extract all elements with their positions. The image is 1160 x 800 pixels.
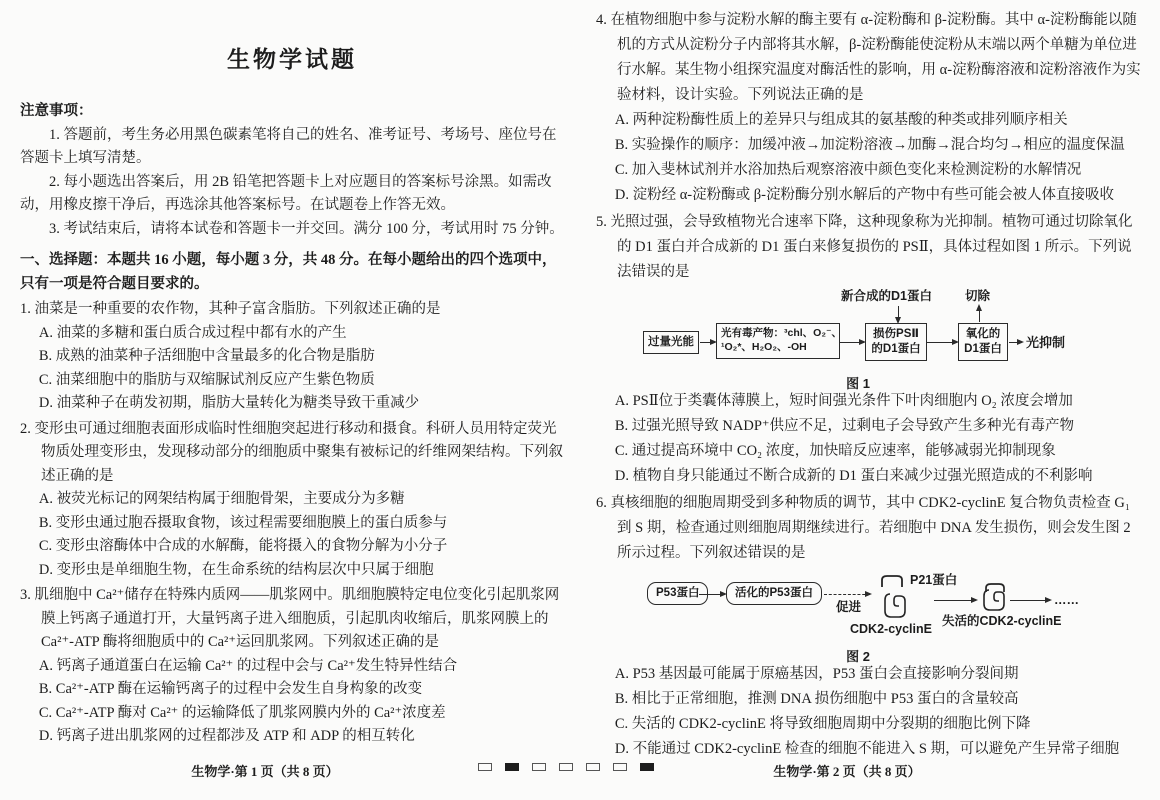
notice-item: 3. 考试结束后，请将本试卷和答题卡一并交回。满分 100 分，考试用时 75 分钟。 bbox=[49, 220, 564, 237]
registration-mark bbox=[505, 763, 519, 771]
question-2 bbox=[20, 418, 564, 583]
question-stem: 5. 光照过强，会导致植物光合速率下降，这种现象称为光抑制。植物可通过切除氧化的 D1 蛋白并合成新的 D1 蛋白来修复损伤的 PSⅡ，具体过程如图 1 所示。下列说法错误的是 bbox=[596, 214, 1133, 280]
damaged-ps2-line1: 损伤PSⅡ bbox=[873, 328, 919, 340]
excise-label: 切除 bbox=[965, 289, 991, 303]
promote-label: 促进 bbox=[836, 600, 862, 614]
option-c: C. 通过提高环境中 CO₂ 浓度，加快暗反应速率，能够减弱光抑制现象 bbox=[614, 443, 1056, 459]
registration-mark bbox=[586, 763, 600, 771]
arrow-up-icon bbox=[979, 306, 980, 322]
option-d: D. 钙离子进出肌浆网的过程都涉及 ATP 和 ADP 的相互转化 bbox=[38, 728, 415, 744]
arrow-right-icon bbox=[1009, 342, 1022, 343]
question-3 bbox=[20, 584, 564, 749]
option-a: A. 油菜的多糖和蛋白质合成过程中都有水的产生 bbox=[38, 324, 347, 341]
option-d: D. 淀粉经 α-淀粉酶或 β-淀粉酶分别水解后的产物中有些可能会被人体直接吸收 bbox=[614, 187, 1114, 203]
registration-marks bbox=[478, 763, 654, 771]
option-a: A. P53 基因最可能属于原癌基因，P53 蛋白会直接影响分裂间期 bbox=[614, 666, 1019, 682]
question-5 bbox=[596, 210, 1146, 489]
option-b: B. 相比于正常细胞，推测 DNA 损伤细胞中 P53 蛋白的含量较高 bbox=[614, 691, 1019, 707]
question-stem: 6. 真核细胞的细胞周期受到多种物质的调节，其中 CDK2-cyclinE 复合物负责检查 G₁ 到 S 期，检查通过则细胞周期继续进行。若细胞中 DNA 发生损伤，则会发生图 2 所示过程。下列叙述错误的是 bbox=[596, 495, 1131, 561]
registration-mark bbox=[613, 763, 627, 771]
arrow-right-icon bbox=[927, 342, 957, 343]
registration-mark bbox=[640, 763, 654, 771]
figure-1 bbox=[598, 289, 1128, 391]
question-1 bbox=[20, 298, 564, 416]
question-stem: 4. 在植物细胞中参与淀粉水解的酶主要有 α-淀粉酶和 β-淀粉酶。其中 α-淀粉酶能以随机的方式从淀粉分子内部将其水解，β-淀粉酶能使淀粉从末端以两个单糖为单位进行水解。某生物小组探究温度对酶活性的影响，用 α-淀粉酶溶液和淀粉溶液作为实验材料，设计实验。下列说法正确的是 bbox=[596, 12, 1141, 103]
option-d: D. 不能通过 CDK2-cyclinE 检查的细胞不能进入 S 期，可以避免产生异常子细胞 bbox=[614, 741, 1120, 757]
damaged-ps2-box bbox=[865, 323, 927, 361]
arrow-right-icon bbox=[700, 342, 715, 343]
page-title: 生物学试题 bbox=[227, 47, 357, 72]
figure-1-caption: 图 1 bbox=[846, 376, 870, 391]
activated-p53-box: 活化的P53蛋白 bbox=[726, 582, 822, 605]
option-a: A. 两种淀粉酶性质上的差异只与组成其的氨基酸的种类或排列顺序相关 bbox=[614, 112, 1068, 128]
arrow-right-icon bbox=[1010, 600, 1050, 601]
dashed-arrow-right-icon bbox=[824, 594, 870, 595]
option-c: C. 油菜细胞中的脂肪与双缩脲试剂反应产生紫色物质 bbox=[38, 371, 375, 388]
option-a: A. PSⅡ位于类囊体薄膜上，短时间强光条件下叶肉细胞内 O₂ 浓度会增加 bbox=[614, 393, 1073, 409]
notice-heading: 注意事项： bbox=[20, 103, 93, 119]
cdk2-cycline-label: CDK2-cyclinE bbox=[850, 622, 932, 636]
registration-mark bbox=[478, 763, 492, 771]
arrow-right-icon bbox=[934, 600, 976, 601]
damaged-ps2-line2: 的D1蛋白 bbox=[871, 343, 921, 356]
p21-label: P21蛋白 bbox=[910, 573, 958, 587]
option-a: A. 钙离子通道蛋白在运输 Ca²⁺ 的过程中会与 Ca²⁺发生特异性结合 bbox=[38, 657, 458, 674]
question-stem: 2. 变形虫可通过细胞表面形成临时性细胞突起进行移动和摄食。科研人员用特定荧光物质处理变形虫，发现移动部分的细胞质中聚集有被标记的纤维网架结构。下列叙述正确的是 bbox=[20, 420, 564, 484]
new-d1-label: 新合成的D1蛋白 bbox=[841, 289, 932, 303]
question-stem: 1. 油菜是一种重要的农作物，其种子富含脂肪。下列叙述正确的是 bbox=[20, 301, 441, 317]
notice-item: 1. 答题前，考生务必用黑色碳素笔将自己的姓名、准考证号、考场号、座位号在答题卡上填写清楚。 bbox=[20, 126, 557, 166]
oxidized-d1-box bbox=[958, 323, 1008, 361]
inactivated-cdk2-label: 失活的CDK2-cyclinE bbox=[942, 614, 1062, 628]
option-b: B. 过强光照导致 NADP⁺供应不足，过剩电子会导致产生多种光有毒产物 bbox=[614, 418, 1075, 434]
question-stem: 3. 肌细胞中 Ca²⁺储存在特殊内质网——肌浆网中。肌细胞膜特定电位变化引起肌浆网膜上钙离子通道打开，大量钙离子进入细胞质，引起肌肉收缩后，肌浆网膜上的 Ca²⁺-ATP 酶将细胞质中的 Ca²⁺运回肌浆网。下列叙述正确的是 bbox=[20, 587, 560, 650]
toxic-products-line1: 光有毒产物：³chl、O₂⁻、 bbox=[721, 327, 843, 339]
question-6 bbox=[596, 491, 1146, 762]
option-c: C. Ca²⁺-ATP 酶对 Ca²⁺ 的运输降低了肌浆网膜内外的 Ca²⁺浓度差 bbox=[38, 704, 446, 721]
option-b: B. 实验操作的顺序：加缓冲液→加淀粉溶液→加酶→混合均匀→相应的温度保温 bbox=[614, 137, 1125, 153]
oxidized-d1-line2: D1蛋白 bbox=[964, 343, 1002, 356]
option-a: A. 被荧光标记的网架结构属于细胞骨架，主要成分为多糖 bbox=[38, 491, 405, 507]
option-b: B. 变形虫通过胞吞摄取食物，该过程需要细胞膜上的蛋白质参与 bbox=[38, 514, 448, 531]
oxidized-d1-line1: 氧化的 bbox=[965, 328, 1001, 340]
photoinhibition-label: 光抑制 bbox=[1026, 335, 1066, 350]
registration-mark bbox=[532, 763, 546, 771]
toxic-products-line2: ¹O₂*、H₂O₂、-OH bbox=[721, 340, 807, 353]
arrow-down-icon bbox=[898, 306, 899, 322]
figure-2-caption: 图 2 bbox=[846, 649, 870, 664]
arrow-right-icon bbox=[699, 594, 725, 595]
option-d: D. 变形虫是单细胞生物，在生命系统的结构层次中只属于细胞 bbox=[38, 561, 434, 578]
option-d: D. 油菜种子在萌发初期，脂肪大量转化为糖类导致干重减少 bbox=[38, 395, 420, 411]
option-d: D. 植物自身只能通过不断合成新的 D1 蛋白来减少过强光照造成的不利影响 bbox=[614, 468, 1093, 484]
registration-mark bbox=[559, 763, 573, 771]
page-2 bbox=[580, 0, 1160, 800]
excess-light-box: 过量光能 bbox=[643, 331, 699, 354]
option-c: C. 加入斐林试剂并水浴加热后观察溶液中颜色变化来检测淀粉的水解情况 bbox=[614, 162, 1082, 178]
option-b: B. 成熟的油菜种子活细胞中含量最多的化合物是脂肪 bbox=[38, 348, 375, 364]
ellipsis-label: …… bbox=[1054, 593, 1079, 607]
figure-2 bbox=[598, 570, 1128, 664]
option-b: B. Ca²⁺-ATP 酶在运输钙离子的过程中会发生自身构象的改变 bbox=[38, 681, 423, 697]
notice-item: 2. 每小题选出答案后，用 2B 铅笔把答题卡上对应题目的答案标号涂黑。如需改动，用橡皮擦干净后，再选涂其他答案标号。在试题卷上作答无效。 bbox=[20, 173, 552, 213]
page-1-footer: 生物学·第 1 页（共 8 页） bbox=[191, 764, 339, 779]
question-4 bbox=[596, 8, 1146, 208]
section-header: 一、选择题：本题共 16 小题，每小题 3 分，共 48 分。在每小题给出的四个选项中，只有一项是符合题目要求的。 bbox=[20, 252, 557, 292]
toxic-products-box bbox=[716, 323, 843, 359]
page-2-footer: 生物学·第 2 页（共 8 页） bbox=[773, 764, 921, 779]
option-c: C. 变形虫溶酶体中合成的水解酶，能将摄入的食物分解为小分子 bbox=[38, 538, 448, 554]
arrow-right-icon bbox=[840, 342, 864, 343]
option-c: C. 失活的 CDK2-cyclinE 将导致细胞周期中分裂期的细胞比例下降 bbox=[614, 716, 1031, 732]
p53-box: P53蛋白 bbox=[647, 582, 708, 605]
